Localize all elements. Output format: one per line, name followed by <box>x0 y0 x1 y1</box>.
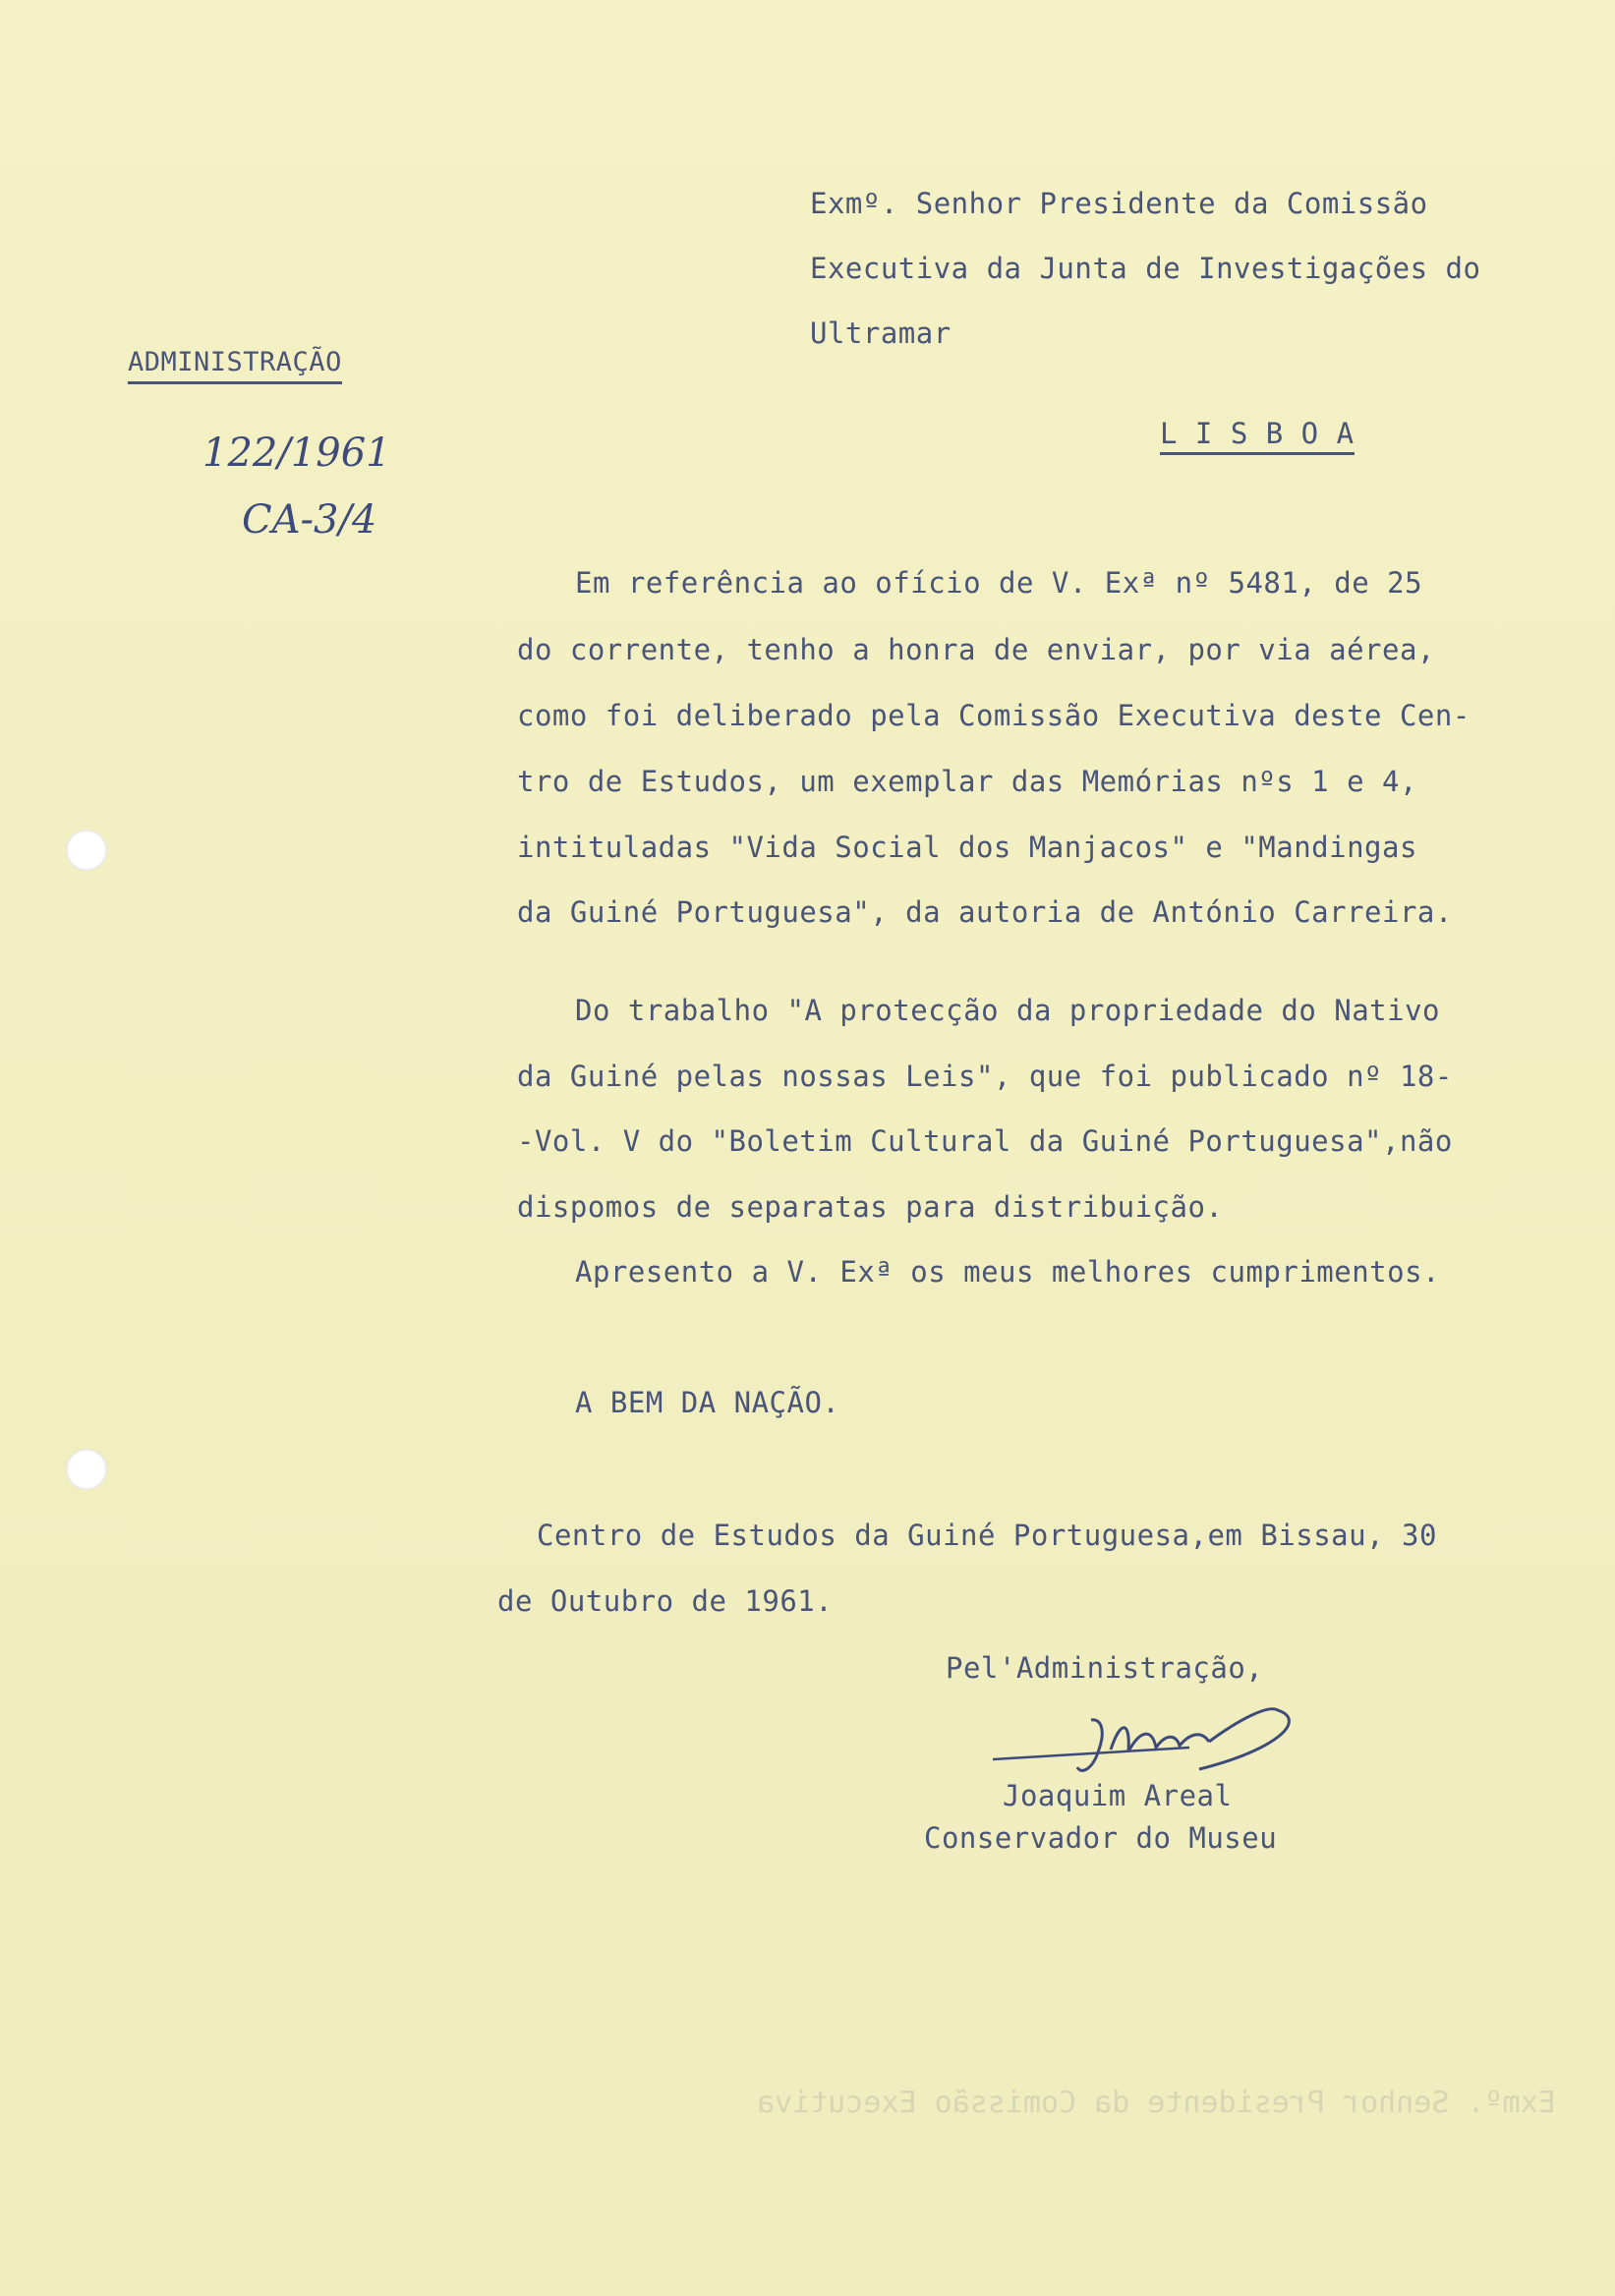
punch-hole-bottom <box>66 1449 107 1490</box>
show-through-text: Exmº. Senhor Presidente da Comissão Executiva <box>757 2086 1556 2120</box>
paragraph-2-line-2: da Guiné pelas nossas Leis", que foi publicado nº 18- <box>517 1060 1453 1093</box>
address-line-3: Ultramar <box>810 316 952 350</box>
paragraph-1-line-5: intituladas "Vida Social dos Manjacos" e "Mandingas <box>517 831 1417 864</box>
signatory-name: Joaquim Areal <box>1003 1779 1233 1812</box>
reference-number: 122/1961 <box>202 430 391 476</box>
paragraph-2-line-1: Do trabalho "A protecção da propriedade do Nativo <box>575 994 1441 1027</box>
address-line-1: Exmº. Senhor Presidente da Comissão <box>810 187 1428 220</box>
signatory-title: Conservador do Museu <box>924 1821 1278 1855</box>
address-city: L I S B O A <box>1160 417 1355 455</box>
punch-hole-top <box>66 830 107 871</box>
closing-line: Apresento a V. Exª os meus melhores cumprimentos. <box>575 1255 1441 1289</box>
place-date-line-2: de Outubro de 1961. <box>497 1584 834 1618</box>
reference-code: CA-3/4 <box>242 497 377 543</box>
paragraph-2-line-3: -Vol. V do "Boletim Cultural da Guiné Portuguesa",não <box>517 1124 1453 1158</box>
paragraph-1-line-1: Em referência ao ofício de V. Exª nº 5481, de 25 <box>575 566 1423 600</box>
department-heading: ADMINISTRAÇÃO <box>128 346 342 384</box>
paragraph-1-line-6: da Guiné Portuguesa", da autoria de António Carreira. <box>517 895 1453 929</box>
paragraph-1-line-3: como foi deliberado pela Comissão Executiva deste Cen- <box>517 699 1471 732</box>
address-line-2: Executiva da Junta de Investigações do <box>810 252 1481 285</box>
on-behalf-line: Pel'Administração, <box>946 1651 1264 1685</box>
paragraph-1-line-4: tro de Estudos, um exemplar das Memórias nºs 1 e 4, <box>517 765 1417 798</box>
paragraph-2-line-4: dispomos de separatas para distribuição. <box>517 1190 1224 1224</box>
paragraph-1-line-2: do corrente, tenho a honra de enviar, por via aérea, <box>517 633 1435 666</box>
place-date-line-1: Centro de Estudos da Guiné Portuguesa,em Bissau, 30 <box>537 1519 1437 1552</box>
motto: A BEM DA NAÇÃO. <box>575 1386 840 1419</box>
